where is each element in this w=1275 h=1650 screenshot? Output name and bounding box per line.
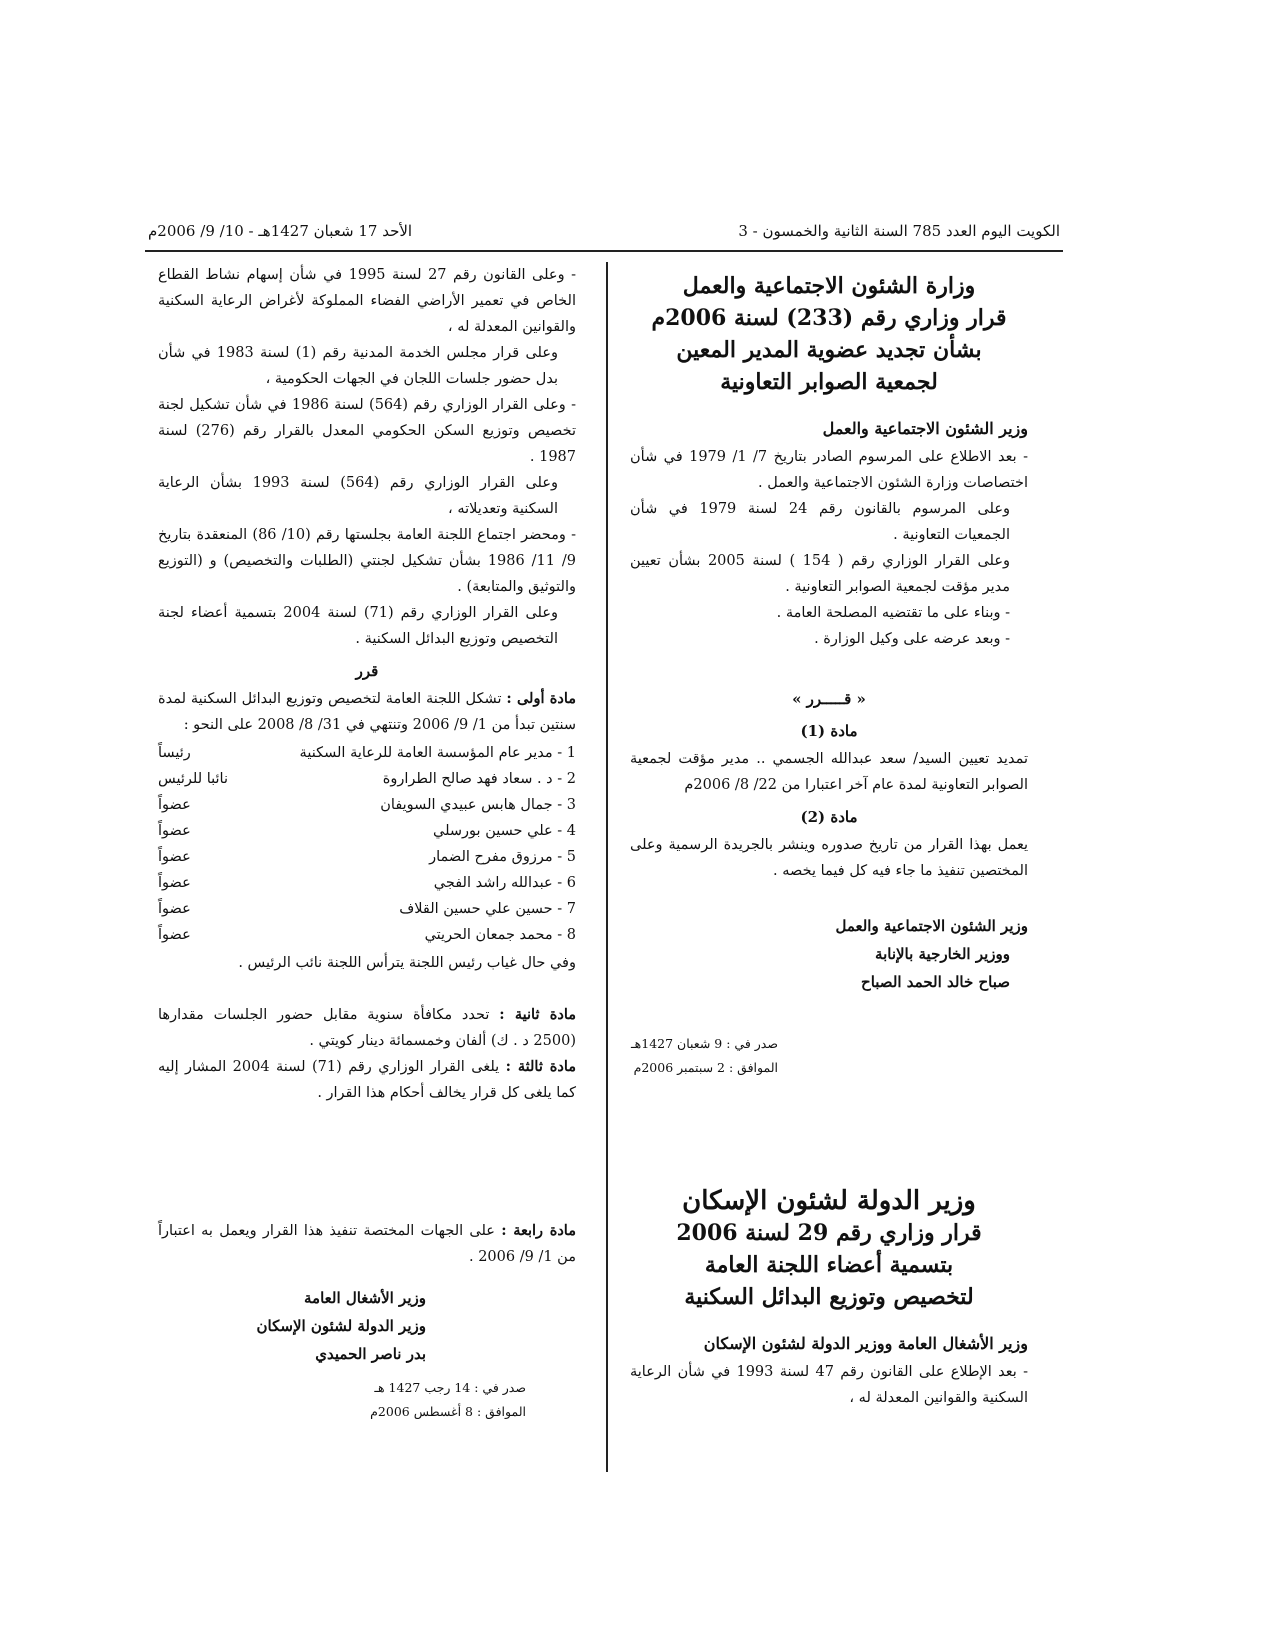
- preamble-item: وعلى القرار الوزاري رقم (71) لسنة 2004 بتسمية أعضاء لجنة التخصيص وتوزيع البدائل السكنية .: [158, 605, 558, 647]
- issuer: وزير الأشغال العامة ووزير الدولة لشئون الإسكان: [703, 1334, 1028, 1353]
- preamble-item: - بعد الاطلاع على المرسوم الصادر بتاريخ 7/ 1/ 1979 في شأن اختصاصات وزارة الشئون الاجتماعية والعمل .: [630, 449, 1028, 491]
- decree-subject-cont: لجمعية الصوابر التعاونية: [720, 369, 938, 395]
- preamble-item: وعلى القرار الوزاري رقم (564) لسنة 1993 بشأن الرعاية السكنية وتعديلاته ،: [158, 475, 558, 517]
- minister-name: وزير الدولة لشئون الإسكان: [682, 1186, 976, 1216]
- member-role: عضواً: [158, 927, 191, 943]
- preamble-item: وعلى قرار مجلس الخدمة المدنية رقم (1) لسنة 1983 في شأن بدل حضور جلسات اللجان في الجهات الحكومية ،: [158, 345, 558, 387]
- decree-subject: بشأن تجديد عضوية المدير المعين: [676, 337, 982, 363]
- signer-title-2: وزير الدولة لشئون الإسكان: [256, 1317, 426, 1335]
- decree-233-title: [630, 270, 1028, 398]
- member-role: عضواً: [158, 875, 191, 891]
- corresponding-date: الموافق : 2 سبتمبر 2006م: [633, 1060, 778, 1075]
- article-1-title: مادة (1): [800, 722, 858, 740]
- preamble-item: - وعلى القرار الوزاري رقم (564) لسنة 1986 في شأن تشكيل لجنة تخصيص وتوزيع السكن الحكومي المعدل بالقرار رقم (276) لسنة 1987 .: [158, 397, 576, 465]
- decides-heading: قرر: [355, 662, 379, 680]
- member-name: 1 - مدير عام المؤسسة العامة للرعاية السكنية: [299, 745, 576, 761]
- corresponding-date: الموافق : 8 أغسطس 2006م: [370, 1404, 526, 1419]
- member-name: 5 - مرزوق مفرح الضمار: [429, 849, 576, 865]
- member-role: عضواً: [158, 797, 191, 813]
- signer-title: وزير الشئون الاجتماعية والعمل: [835, 917, 1028, 935]
- list-item: [158, 740, 576, 766]
- decree-29-cont: [158, 262, 576, 1106]
- issue-date: صدر في : 14 رجب 1427 هـ: [374, 1380, 526, 1395]
- signer-name: بدر ناصر الحميدي: [315, 1345, 426, 1363]
- page-header: [148, 218, 1060, 246]
- list-item: [158, 922, 576, 948]
- preamble-item: - ومحضر اجتماع اللجنة العامة بجلستها رقم (10/ 86) المنعقدة بتاريخ 9/ 11/ 1986 بشأن تشكيل لجنتي (الطلبات والتخصيص) و (التوزيع والتوثيق والمتابعة) .: [158, 527, 577, 595]
- decree-number: قرار وزاري رقم 29 لسنة 2006: [676, 1220, 982, 1246]
- member-role: عضواً: [158, 901, 191, 917]
- preamble-item: وعلى المرسوم بالقانون رقم 24 لسنة 1979 في شأن الجمعيات التعاونية .: [630, 501, 1011, 543]
- list-item: [158, 844, 576, 870]
- signer-name: صباح خالد الحمد الصباح: [861, 973, 1010, 991]
- member-role: عضواً: [158, 823, 191, 839]
- article-2-text: تحدد مكافأة سنوية مقابل حضور الجلسات مقدارها (2500 د . ك) ألفان وخمسمائة دينار كويتي .: [158, 1007, 576, 1049]
- signature-block: [158, 1284, 576, 1368]
- decree-29-title: [630, 1185, 1028, 1313]
- member-role: نائبا للرئيس: [158, 771, 229, 787]
- issue-date: صدر في : 9 شعبان 1427هـ: [631, 1036, 778, 1051]
- decree-number: قرار وزاري رقم (233) لسنة 2006م: [651, 305, 1007, 331]
- decides-heading: « قـــــرر »: [792, 690, 866, 708]
- article-4-text: على الجهات المختصة تنفيذ هذا القرار ويعمل به اعتباراً من 1/ 9/ 2006 .: [158, 1223, 576, 1265]
- preamble-item: - وعلى القانون رقم 27 لسنة 1995 في شأن إسهام نشاط القطاع الخاص في تعمير الأراضي الفضاء المملوكة لأغراض الرعاية السكنية والقوانين المعدلة له ،: [158, 267, 576, 335]
- preamble-item: وعلى القرار الوزاري رقم ( 154 ) لسنة 2005 بشأن تعيين مدير مؤقت لجمعية الصوابر التعاونية .: [630, 553, 1010, 595]
- column-divider: [606, 262, 608, 1472]
- article-2-label: مادة ثانية :: [499, 1006, 577, 1023]
- article-3-label: مادة ثالثة :: [505, 1058, 577, 1075]
- decree-subject-cont: لتخصيص وتوزيع البدائل السكنية: [684, 1284, 974, 1310]
- header-rule: [145, 250, 1063, 252]
- signature-block: [630, 912, 1028, 996]
- member-name: 2 - د . سعاد فهد صالح الطراروة: [382, 771, 576, 787]
- preamble-item: - بعد الإطلاع على القانون رقم 47 لسنة 1993 في شأن الرعاية السكنية والقوانين المعدلة له ،: [630, 1364, 1028, 1406]
- preamble-item: - وبناء على ما تقتضيه المصلحة العامة .: [776, 605, 1010, 621]
- article-1-label: مادة أولى :: [506, 690, 577, 707]
- decree-subject: بتسمية أعضاء اللجنة العامة: [704, 1252, 954, 1278]
- preamble-item: - وبعد عرضه على وكيل الوزارة .: [814, 631, 1010, 647]
- list-item: [158, 792, 576, 818]
- header-date: الأحد 17 شعبان 1427هـ - 10/ 9/ 2006م: [148, 222, 413, 240]
- article-3-text: يلغى القرار الوزاري رقم (71) لسنة 2004 المشار إليه كما يلغى كل قرار يخالف أحكام هذا القرار .: [158, 1059, 576, 1101]
- decree-233: [630, 270, 1028, 1080]
- member-name: 8 - محمد جمعان الحريتي: [424, 927, 576, 943]
- issuer: وزير الشئون الاجتماعية والعمل: [822, 419, 1028, 438]
- member-name: 7 - حسين علي حسين القلاف: [399, 901, 576, 917]
- list-item: [158, 870, 576, 896]
- decree-29-start: [630, 1185, 1028, 1411]
- ministry-name: وزارة الشئون الاجتماعية والعمل: [682, 273, 976, 299]
- article-1-text: تشكل اللجنة العامة لتخصيص وتوزيع البدائل السكنية لمدة سنتين تبدأ من 1/ 9/ 2006 وتنتهي في 31/ 8/ 2008 على النحو :: [158, 691, 576, 733]
- article-2-text: يعمل بهذا القرار من تاريخ صدوره وينشر بالجريدة الرسمية وعلى المختصين تنفيذ ما جاء فيه كل فيما يخصه .: [630, 837, 1028, 879]
- article-1-text: تمديد تعيين السيد/ سعد عبدالله الجسمي .. مدير مؤقت لجمعية الصوابر التعاونية لمدة عام آخر اعتبارا من 22/ 8/ 2006م: [630, 751, 1028, 793]
- list-item: [158, 818, 576, 844]
- list-item: [158, 766, 576, 792]
- member-name: 3 - جمال هابس عبيدي السويفان: [380, 797, 576, 813]
- header-issue-info: الكويت اليوم العدد 785 السنة الثانية والخمسون - 3: [738, 222, 1060, 240]
- article-4-label: مادة رابعة :: [501, 1222, 576, 1239]
- member-role: عضواً: [158, 849, 191, 865]
- decree-29-end: [158, 1218, 576, 1424]
- signer-title-2: ووزير الخارجية بالإنابة: [875, 945, 1010, 963]
- list-item: [158, 896, 576, 922]
- member-name: 4 - علي حسين بورسلي: [433, 823, 576, 839]
- member-name: 6 - عبدالله راشد الفجي: [433, 875, 576, 891]
- absence-clause: وفي حال غياب رئيس اللجنة يترأس اللجنة نائب الرئيس .: [238, 955, 576, 971]
- committee-members: [158, 740, 576, 948]
- article-2-title: مادة (2): [800, 808, 858, 826]
- signer-title: وزير الأشغال العامة: [304, 1289, 426, 1307]
- member-role: رئيساً: [158, 745, 191, 761]
